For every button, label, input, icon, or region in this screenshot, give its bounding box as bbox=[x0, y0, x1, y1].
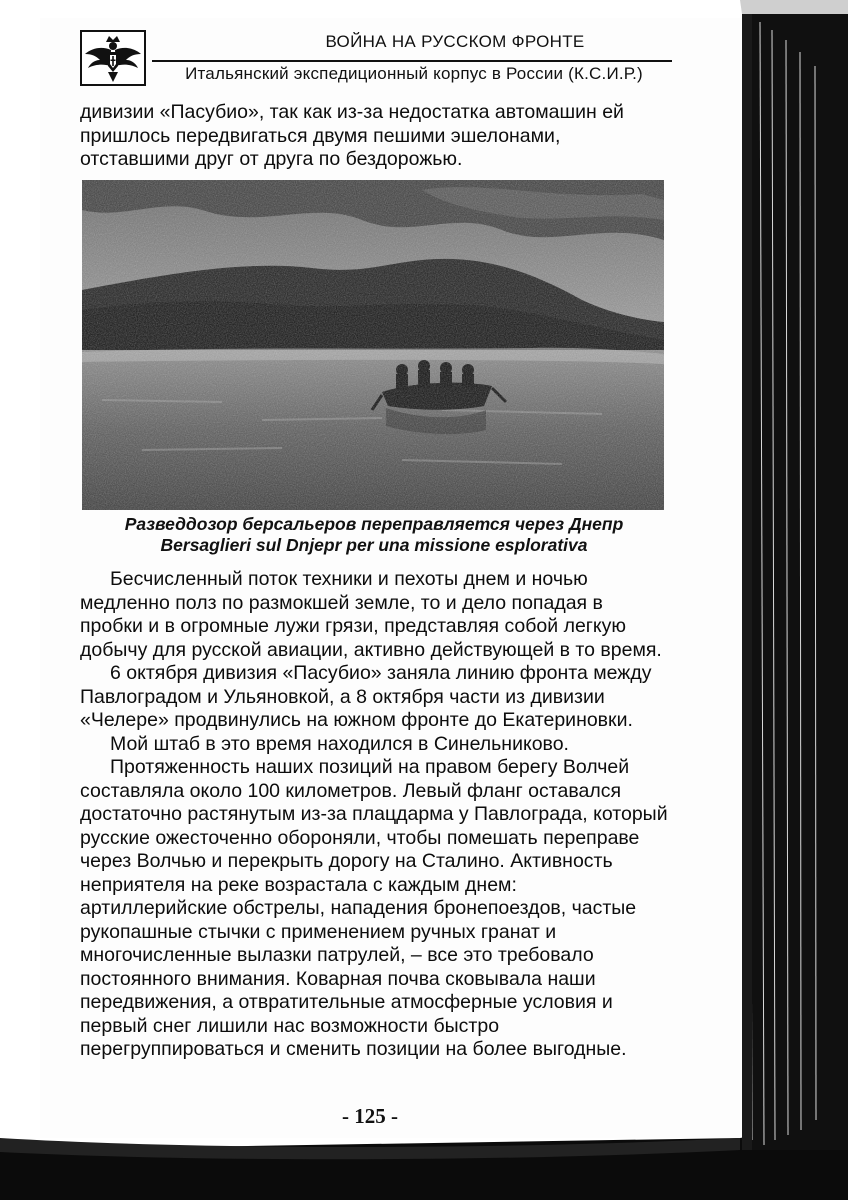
paragraph-4: Протяженность наших позиций на правом берегу Волчей составляла около 100 километров. Левый фланг оставался достаточно растянутым из-за плацдарма у Павлограда, который русские ожесточенно обороняли, чтобы помешать переправе через Волчью и перекрыть дорогу на Сталино. Активность неприятеля на реке возрастала с каждым днем: артиллерийские обстрелы, нападения бронепоездов, частые рукопашные стычки с применением ручных гранат и многочисленные вылазки патрулей, – все это требовало постоянного внимания. Коварная почва сковывала наши передвижения, а отвратительные атмосферные условия и первый снег лишили нас возможности быстро перегруппироваться и сменить позиции на более выгодные. bbox=[80, 756, 668, 1060]
header-divider bbox=[152, 60, 672, 62]
main-text bbox=[80, 568, 668, 1062]
eagle-crest-icon bbox=[80, 30, 146, 86]
paragraph-1: Бесчисленный поток техники и пехоты днем и ночью медленно полз по размокшей земле, то и дело попадая в пробки и в огромные лужи грязи, представляя собой легкую добычу для русской авиации, активно действующей в то время. bbox=[80, 568, 662, 661]
header-subtitle: Итальянский экспедиционный корпус в России (К.С.И.Р.) bbox=[185, 64, 643, 83]
photo-caption bbox=[80, 514, 668, 556]
running-header bbox=[80, 30, 670, 86]
caption-italian: Bersaglieri sul Dnjepr per una missione esplorativa bbox=[160, 535, 588, 555]
river-photo-image bbox=[82, 180, 664, 510]
caption-russian: Разведдозор берсальеров переправляется через Днепр bbox=[124, 514, 624, 534]
river-photo bbox=[82, 180, 664, 510]
paragraph-2: 6 октября дивизия «Пасубио» заняла линию фронта между Павлоградом и Ульяновкой, а 8 октября части из дивизии «Челере» продвинулись на южном фронте до Екатериновки. bbox=[80, 662, 652, 731]
paragraph-3: Мой штаб в это время находился в Синельниково. bbox=[110, 732, 569, 755]
intro-paragraph bbox=[80, 101, 668, 172]
intro-text: дивизии «Пасубио», так как из-за недостатка автомашин ей пришлось передвигаться двумя пешими эшелонами, отставшими друг от друга по бездорожью. bbox=[80, 101, 624, 170]
header-title: ВОЙНА НА РУССКОМ ФРОНТЕ bbox=[325, 32, 585, 51]
page-number: - 125 - bbox=[342, 1104, 398, 1128]
